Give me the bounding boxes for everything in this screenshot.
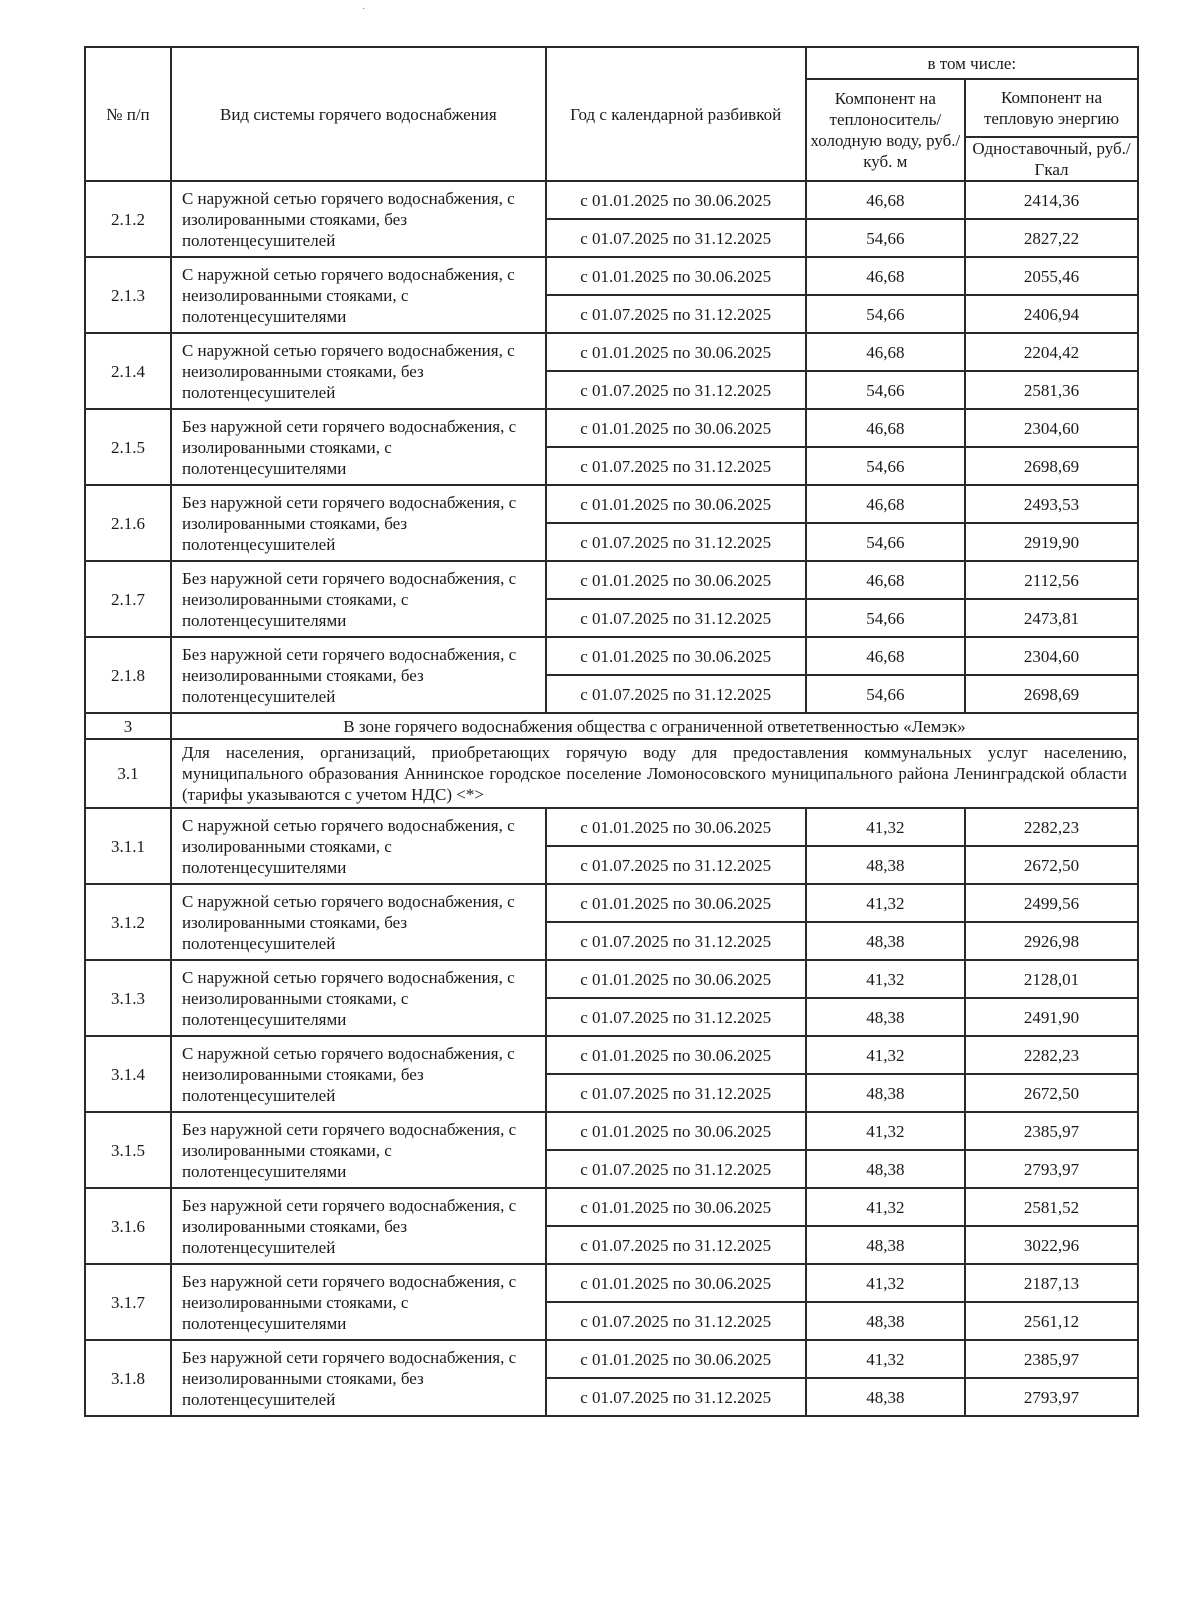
energy-rate-cell: 2187,13: [965, 1264, 1138, 1302]
row-number: 2.1.6: [85, 485, 171, 561]
energy-rate-cell: 3022,96: [965, 1226, 1138, 1264]
system-type-cell: Без наружной сети горячего водоснабжения, с изолированными стояками, с полотенцесушителями: [171, 1112, 546, 1188]
carrier-rate-cell: 41,32: [806, 1036, 965, 1074]
period-cell: с 01.07.2025 по 31.12.2025: [546, 371, 806, 409]
carrier-rate-cell: 48,38: [806, 922, 965, 960]
energy-rate-cell: 2919,90: [965, 523, 1138, 561]
table-row: [85, 409, 1138, 447]
energy-rate-cell: 2204,42: [965, 333, 1138, 371]
system-type-cell: С наружной сетью горячего водоснабжения, с изолированными стояками, без полотенцесушителей: [171, 181, 546, 257]
carrier-rate-cell: 54,66: [806, 523, 965, 561]
table-row: [85, 1112, 1138, 1150]
energy-rate-cell: 2672,50: [965, 846, 1138, 884]
carrier-rate-cell: 41,32: [806, 960, 965, 998]
energy-rate-cell: 2304,60: [965, 637, 1138, 675]
table-row: [85, 1036, 1138, 1074]
header-including: в том числе:: [806, 47, 1138, 79]
carrier-rate-cell: 48,38: [806, 1074, 965, 1112]
carrier-rate-cell: 54,66: [806, 675, 965, 713]
subsection-description: Для населения, организаций, приобретающих горячую воду для предоставления коммунальных услуг населению, муниципального образования Аннинское городское поселение Ломоносовского муниципального района Ленинградской области (тарифы указываются с учетом НДС) <*>: [171, 739, 1138, 808]
period-cell: с 01.07.2025 по 31.12.2025: [546, 1378, 806, 1416]
carrier-rate-cell: 48,38: [806, 998, 965, 1036]
energy-rate-cell: 2581,36: [965, 371, 1138, 409]
header-carrier-component: Компонент на теплоноситель/ холодную воду, руб./куб. м: [806, 79, 965, 181]
system-type-cell: Без наружной сети горячего водоснабжения, с изолированными стояками, с полотенцесушителями: [171, 409, 546, 485]
row-number: 3.1.1: [85, 808, 171, 884]
table-row: [85, 561, 1138, 599]
period-cell: с 01.07.2025 по 31.12.2025: [546, 1150, 806, 1188]
energy-rate-cell: 2282,23: [965, 1036, 1138, 1074]
energy-rate-cell: 2827,22: [965, 219, 1138, 257]
period-cell: с 01.01.2025 по 30.06.2025: [546, 637, 806, 675]
table-row: [85, 1188, 1138, 1226]
table-row: [85, 960, 1138, 998]
period-cell: с 01.01.2025 по 30.06.2025: [546, 884, 806, 922]
row-number: 3.1.4: [85, 1036, 171, 1112]
carrier-rate-cell: 46,68: [806, 485, 965, 523]
energy-rate-cell: 2473,81: [965, 599, 1138, 637]
period-cell: с 01.07.2025 по 31.12.2025: [546, 1074, 806, 1112]
carrier-rate-cell: 48,38: [806, 846, 965, 884]
period-cell: с 01.01.2025 по 30.06.2025: [546, 181, 806, 219]
energy-rate-cell: 2499,56: [965, 884, 1138, 922]
section-number: 3: [85, 713, 171, 739]
table-row: [85, 333, 1138, 371]
energy-rate-cell: 2581,52: [965, 1188, 1138, 1226]
system-type-cell: С наружной сетью горячего водоснабжения, с изолированными стояками, без полотенцесушителей: [171, 884, 546, 960]
table-row: [85, 181, 1138, 219]
period-cell: с 01.07.2025 по 31.12.2025: [546, 1226, 806, 1264]
period-cell: с 01.01.2025 по 30.06.2025: [546, 1112, 806, 1150]
energy-rate-cell: 2561,12: [965, 1302, 1138, 1340]
row-number: 3.1.8: [85, 1340, 171, 1416]
carrier-rate-cell: 41,32: [806, 1188, 965, 1226]
system-type-cell: Без наружной сети горячего водоснабжения, с изолированными стояками, без полотенцесушителей: [171, 1188, 546, 1264]
row-number: 3.1.6: [85, 1188, 171, 1264]
scan-speck: ·: [362, 4, 366, 15]
carrier-rate-cell: 41,32: [806, 1264, 965, 1302]
row-number: 2.1.7: [85, 561, 171, 637]
period-cell: с 01.07.2025 по 31.12.2025: [546, 523, 806, 561]
period-cell: с 01.07.2025 по 31.12.2025: [546, 219, 806, 257]
section-title: В зоне горячего водоснабжения общества с ограниченной ответетвенностью «Лемэк»: [171, 713, 1138, 739]
row-number: 2.1.2: [85, 181, 171, 257]
period-cell: с 01.01.2025 по 30.06.2025: [546, 1264, 806, 1302]
header-number: № п/п: [85, 47, 171, 181]
tariff-rows-group-3: [85, 808, 1138, 1416]
carrier-rate-cell: 54,66: [806, 219, 965, 257]
table-row: [85, 884, 1138, 922]
row-number: 3.1.5: [85, 1112, 171, 1188]
system-type-cell: Без наружной сети горячего водоснабжения, с неизолированными стояками, без полотенцесушителей: [171, 1340, 546, 1416]
energy-rate-cell: 2698,69: [965, 447, 1138, 485]
system-type-cell: С наружной сетью горячего водоснабжения, с неизолированными стояками, с полотенцесушителями: [171, 960, 546, 1036]
row-number: 3.1.3: [85, 960, 171, 1036]
carrier-rate-cell: 46,68: [806, 181, 965, 219]
system-type-cell: Без наружной сети горячего водоснабжения, с неизолированными стояками, без полотенцесушителей: [171, 637, 546, 713]
row-number: 2.1.3: [85, 257, 171, 333]
table-row: [85, 257, 1138, 295]
header-energy-component: Компонент на тепловую энергию: [965, 79, 1138, 137]
energy-rate-cell: 2406,94: [965, 295, 1138, 333]
period-cell: с 01.07.2025 по 31.12.2025: [546, 922, 806, 960]
table-header: [85, 47, 1138, 181]
system-type-cell: С наружной сетью горячего водоснабжения, с неизолированными стояками, без полотенцесушителей: [171, 333, 546, 409]
carrier-rate-cell: 46,68: [806, 561, 965, 599]
carrier-rate-cell: 41,32: [806, 884, 965, 922]
header-single-rate: Одноставочный, руб./Гкал: [965, 137, 1138, 181]
energy-rate-cell: 2793,97: [965, 1150, 1138, 1188]
row-number: 2.1.5: [85, 409, 171, 485]
period-cell: с 01.01.2025 по 30.06.2025: [546, 561, 806, 599]
carrier-rate-cell: 54,66: [806, 447, 965, 485]
carrier-rate-cell: 48,38: [806, 1302, 965, 1340]
energy-rate-cell: 2672,50: [965, 1074, 1138, 1112]
carrier-rate-cell: 54,66: [806, 599, 965, 637]
period-cell: с 01.07.2025 по 31.12.2025: [546, 1302, 806, 1340]
row-number: 3.1.7: [85, 1264, 171, 1340]
carrier-rate-cell: 54,66: [806, 371, 965, 409]
carrier-rate-cell: 54,66: [806, 295, 965, 333]
energy-rate-cell: 2698,69: [965, 675, 1138, 713]
energy-rate-cell: 2112,56: [965, 561, 1138, 599]
table-row: [85, 808, 1138, 846]
period-cell: с 01.01.2025 по 30.06.2025: [546, 1036, 806, 1074]
energy-rate-cell: 2304,60: [965, 409, 1138, 447]
energy-rate-cell: 2926,98: [965, 922, 1138, 960]
tariff-table: [84, 46, 1139, 1417]
period-cell: с 01.01.2025 по 30.06.2025: [546, 409, 806, 447]
period-cell: с 01.07.2025 по 31.12.2025: [546, 295, 806, 333]
energy-rate-cell: 2414,36: [965, 181, 1138, 219]
carrier-rate-cell: 48,38: [806, 1226, 965, 1264]
energy-rate-cell: 2493,53: [965, 485, 1138, 523]
period-cell: с 01.01.2025 по 30.06.2025: [546, 257, 806, 295]
energy-rate-cell: 2385,97: [965, 1340, 1138, 1378]
energy-rate-cell: 2128,01: [965, 960, 1138, 998]
energy-rate-cell: 2385,97: [965, 1112, 1138, 1150]
tariff-rows-group-2: [85, 181, 1138, 713]
period-cell: с 01.07.2025 по 31.12.2025: [546, 846, 806, 884]
period-cell: с 01.01.2025 по 30.06.2025: [546, 1340, 806, 1378]
system-type-cell: С наружной сетью горячего водоснабжения, с неизолированными стояками, без полотенцесушителей: [171, 1036, 546, 1112]
period-cell: с 01.07.2025 по 31.12.2025: [546, 998, 806, 1036]
table-row: [85, 1264, 1138, 1302]
period-cell: с 01.01.2025 по 30.06.2025: [546, 333, 806, 371]
carrier-rate-cell: 41,32: [806, 1112, 965, 1150]
energy-rate-cell: 2055,46: [965, 257, 1138, 295]
period-cell: с 01.01.2025 по 30.06.2025: [546, 808, 806, 846]
carrier-rate-cell: 46,68: [806, 637, 965, 675]
period-cell: с 01.07.2025 по 31.12.2025: [546, 447, 806, 485]
system-type-cell: Без наружной сети горячего водоснабжения, с изолированными стояками, без полотенцесушителей: [171, 485, 546, 561]
period-cell: с 01.07.2025 по 31.12.2025: [546, 675, 806, 713]
subsection-number: 3.1: [85, 739, 171, 808]
section-3: [85, 713, 1138, 808]
carrier-rate-cell: 48,38: [806, 1378, 965, 1416]
carrier-rate-cell: 46,68: [806, 333, 965, 371]
carrier-rate-cell: 48,38: [806, 1150, 965, 1188]
row-number: 2.1.8: [85, 637, 171, 713]
energy-rate-cell: 2793,97: [965, 1378, 1138, 1416]
table-row: [85, 1340, 1138, 1378]
subsection-row: [85, 739, 1138, 808]
carrier-rate-cell: 41,32: [806, 808, 965, 846]
system-type-cell: Без наружной сети горячего водоснабжения, с неизолированными стояками, с полотенцесушителями: [171, 1264, 546, 1340]
period-cell: с 01.01.2025 по 30.06.2025: [546, 960, 806, 998]
carrier-rate-cell: 46,68: [806, 257, 965, 295]
system-type-cell: С наружной сетью горячего водоснабжения, с неизолированными стояками, с полотенцесушителями: [171, 257, 546, 333]
header-system-type: Вид системы горячего водоснабжения: [171, 47, 546, 181]
system-type-cell: Без наружной сети горячего водоснабжения, с неизолированными стояками, с полотенцесушителями: [171, 561, 546, 637]
row-number: 3.1.2: [85, 884, 171, 960]
energy-rate-cell: 2282,23: [965, 808, 1138, 846]
period-cell: с 01.01.2025 по 30.06.2025: [546, 485, 806, 523]
header-period: Год с календарной разбивкой: [546, 47, 806, 181]
section-row: [85, 713, 1138, 739]
period-cell: с 01.01.2025 по 30.06.2025: [546, 1188, 806, 1226]
table-row: [85, 637, 1138, 675]
row-number: 2.1.4: [85, 333, 171, 409]
table-row: [85, 485, 1138, 523]
carrier-rate-cell: 41,32: [806, 1340, 965, 1378]
system-type-cell: С наружной сетью горячего водоснабжения, с изолированными стояками, с полотенцесушителями: [171, 808, 546, 884]
carrier-rate-cell: 46,68: [806, 409, 965, 447]
period-cell: с 01.07.2025 по 31.12.2025: [546, 599, 806, 637]
energy-rate-cell: 2491,90: [965, 998, 1138, 1036]
